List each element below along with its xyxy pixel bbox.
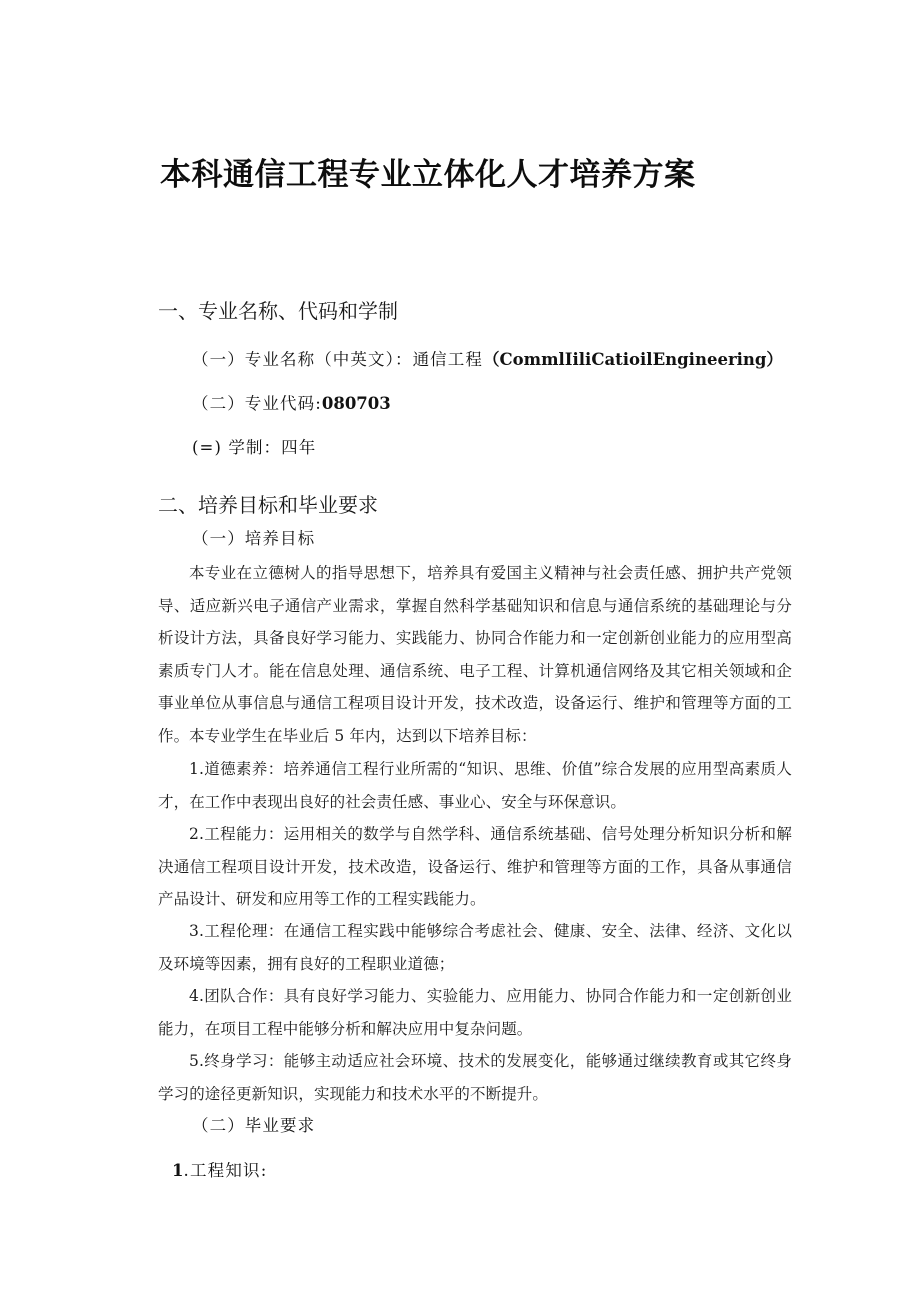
goal-5-separator: .	[198, 1052, 204, 1070]
section-1-heading-block	[158, 296, 798, 326]
subsection-training-goals-heading-block	[192, 526, 832, 552]
section-1-item-major-code	[192, 391, 832, 417]
major-name-line	[192, 347, 832, 373]
goal-1-paragraph	[158, 753, 792, 818]
goal-2-text: 运用相关的数学与自然学科、通信系统基础、信号处理分析知识分析和解决通信工程项目设计开发，技术改造，设备运行、维护和管理等方面的工作，具备从事通信产品设计、研发和应用等工作的工程实践能力。	[158, 825, 792, 908]
goal-4-number: 4	[189, 987, 199, 1005]
requirement-1-separator: .	[183, 1161, 190, 1180]
goal-5-paragraph	[158, 1045, 792, 1110]
duration-line	[192, 435, 832, 461]
duration-value: 四年	[281, 438, 317, 457]
training-goal-item-1	[158, 753, 792, 818]
goal-5-number: 5	[189, 1052, 199, 1070]
major-name-label: （一）专业名称（中英文）：	[192, 350, 413, 369]
goal-4-name: 团队合作：	[204, 987, 284, 1005]
training-goal-item-2	[158, 818, 792, 916]
major-code-value: 080703	[321, 394, 391, 413]
major-code-label: （二）专业代码:	[192, 394, 322, 413]
page-title: 本科通信工程专业立体化人才培养方案	[160, 157, 696, 193]
subsection-graduation-requirements-heading: （二）毕业要求	[192, 1116, 316, 1135]
major-name-value-cn: 通信工程	[412, 350, 483, 369]
requirement-1-name: 工程知识:	[189, 1161, 268, 1180]
document-title-block	[160, 155, 820, 195]
major-code-line	[192, 391, 832, 417]
goal-3-text: 在通信工程实践中能够综合考虑社会、健康、安全、法律、经济、文化以及环境等因素，拥有良好的工程职业道德；	[158, 922, 792, 973]
subsection-graduation-requirements-heading-block	[192, 1113, 832, 1139]
goal-3-name: 工程伦理：	[204, 922, 284, 940]
goal-5-name: 终身学习：	[204, 1052, 284, 1070]
section-1-item-major-name	[192, 347, 832, 373]
section-2-heading-block	[158, 490, 798, 520]
section-1-heading: 一、专业名称、代码和学制	[158, 299, 398, 323]
requirement-1-line	[172, 1158, 812, 1184]
goal-3-separator: .	[198, 922, 204, 940]
training-goals-leadin-block	[158, 720, 792, 753]
goal-1-name: 道德素养：	[204, 760, 284, 778]
section-1-item-duration	[192, 435, 832, 461]
goal-4-paragraph	[158, 980, 792, 1045]
section-2-heading: 二、培养目标和毕业要求	[158, 493, 378, 517]
training-goal-item-5	[158, 1045, 792, 1110]
goal-5-text: 能够主动适应社会环境、技术的发展变化，能够通过继续教育或其它终身学习的途径更新知识，实现能力和技术水平的不断提升。	[158, 1052, 792, 1103]
training-goals-intro-paragraph: 本专业在立德树人的指导思想下，培养具有爱国主义精神与社会责任感、拥护共产党领导、适应新兴电子通信产业需求，掌握自然科学基础知识和信息与通信系统的基础理论与分析设计方法，具备良好学习能力、实践能力、协同合作能力和一定创新创业能力的应用型高素质专门人才。能在信息处理、通信系统、电子工程、计算机通信网络及其它相关领域和企事业单位从事信息与通信工程项目设计开发，技术改造，设备运行、维护和管理等方面的工作。	[158, 564, 792, 745]
major-name-value-en: （CommlIiliCatioilEngineering）	[482, 350, 783, 369]
goal-2-separator: .	[198, 825, 204, 843]
training-goals-leadin: 本专业学生在毕业后 5 年内，达到以下培养目标：	[189, 727, 537, 745]
goal-1-text: 培养通信工程行业所需的“知识、思维、价值”综合发展的应用型高素质人才，在工作中表现出良好的社会责任感、事业心、安全与环保意识。	[158, 760, 792, 811]
goal-4-text: 具有良好学习能力、实验能力、应用能力、协同合作能力和一定创新创业能力，在项目工程中能够分析和解决应用中复杂问题。	[158, 987, 792, 1038]
goal-2-paragraph	[158, 818, 792, 916]
subsection-training-goals-heading: （一）培养目标	[192, 529, 316, 548]
goal-2-number: 2	[189, 825, 199, 843]
graduation-requirement-item-1	[172, 1158, 812, 1184]
goal-1-number: 1	[189, 760, 199, 778]
goal-3-number: 3	[189, 922, 199, 940]
goal-4-separator: .	[198, 987, 204, 1005]
goal-2-name: 工程能力：	[204, 825, 284, 843]
goal-3-paragraph	[158, 915, 792, 980]
duration-label: (=) 学制：	[192, 438, 282, 457]
requirement-1-number: 1	[172, 1161, 184, 1180]
goal-1-separator: .	[198, 760, 204, 778]
training-goal-item-3	[158, 915, 792, 980]
training-goal-item-4	[158, 980, 792, 1045]
